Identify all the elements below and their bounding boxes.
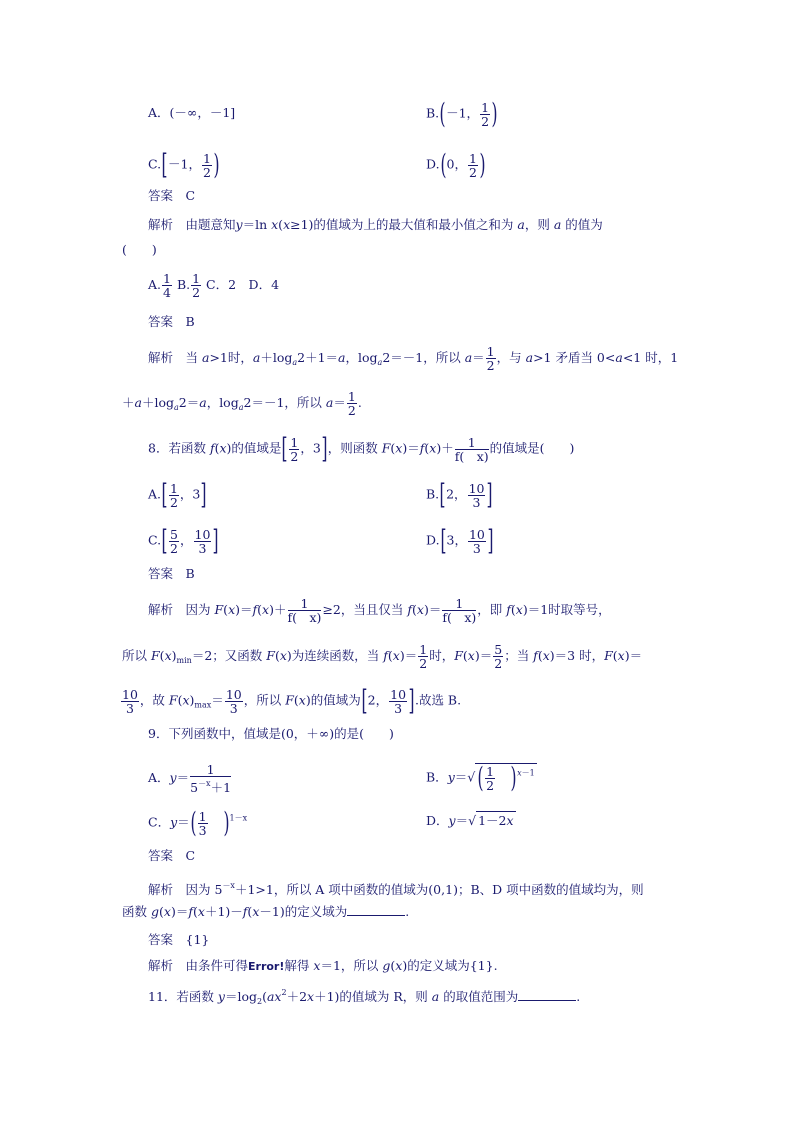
q7-option-a: A．(－∞，－1] <box>148 105 236 120</box>
q11-stem: 11．若函数 $y=\log_2(ax^2+2x+1)$的值域为 R，则 a 的取值范围为 . <box>148 988 581 1006</box>
answer-blank <box>347 903 405 916</box>
q10-solution: 解析 由条件可得Error!解得 x＝1，所以 g(x)的定义域为{1}. <box>148 958 498 973</box>
qlog-paren: ( ) <box>122 242 157 257</box>
q9-option-b: B．y＝√( $\frac{1}{2}$ )$^{x-1}$ <box>426 761 535 794</box>
qlog-options: A. $\frac{1}{4}$ B. $\frac{1}{2}$ C．2 D．4 <box>148 271 280 300</box>
q7-option-c: C.[－1， $\frac{1}{2}$ ) <box>148 148 220 181</box>
q9-option-a: A．y＝ $\frac{1}{5^{-x}+1}$ <box>148 762 232 795</box>
q8-option-b: B.[2， $\frac{10}{3}$ ] <box>426 478 493 511</box>
q7-option-b: B.(－1， $\frac{1}{2}$ ) <box>426 97 498 130</box>
qlog-analysis: 解析 由题意知y＝ln x(x≥1)的值域为上的最大值和最小值之和为 a，则 a 的值为 <box>148 217 603 232</box>
q9-option-d: D．y＝√ 1－2x <box>426 813 514 828</box>
qlog-solution-line1: 解析 当 a>1时，$a+\log_a2+1=a$，$\log_a2=-1$，所以 a＝ $\frac{1}{2}$ ，与 a>1 矛盾当 0<a<1 时，1 <box>148 344 679 373</box>
q8-option-c: C.[ $\frac{5}{2}$ ， $\frac{10}{3}$ ] <box>148 524 219 557</box>
q8-answer: 答案 B <box>148 566 195 581</box>
answer-blank <box>518 988 576 1001</box>
qlog-solution-line2: $+a+\log_a2=a$，$\log_a2=-1$，所以 a＝ $\frac{1}{2}$ . <box>122 389 362 418</box>
q9-solution-line1: 解析 因为 $5^{-x}+1>1$，所以 A 项中函数的值域为(0,1)；B、D 项中函数的值域均为，则 <box>148 881 644 897</box>
q9-solution-line2: 函数 g(x)＝f(x＋1)－f(x－1)的定义域为 . <box>122 904 410 919</box>
q9-option-c: C．y＝( $\frac{1}{3}$ )$^{1-x}$ <box>148 806 248 839</box>
qlog-answer: 答案 B <box>148 314 195 329</box>
q8-solution-line3: $\frac{10}{3}$ ，故 $F(x)_{max}=$ $\frac{10}{3}$ ，所以 F(x)的值域为[2， $\frac{10}{3}$ ].故选 B. <box>122 684 462 717</box>
q8-solution-line2: 所以 $F(x)_{min}=2$；又函数 F(x)为连续函数，当 f(x)＝ $\frac{1}{2}$ 时，F(x)＝ $\frac{5}{2}$ ；当 f(x)＝3 时，F(x)＝ <box>122 642 643 671</box>
q8-solution-line1: 解析 因为 F(x)＝f(x)＋ $\frac{1}{f( x)}$ ≥2，当且仅当 f(x)＝ $\frac{1}{f( x)}$ ，即 f(x)＝1时取等号， <box>148 596 611 625</box>
q8-stem: 8．若函数 f(x)的值域是[ $\frac{1}{2}$ ，3]，则函数 F(x)＝f(x)＋ $\frac{1}{f( x)}$ 的值域是( ) <box>148 432 575 465</box>
q9-stem: 9．下列函数中，值域是(0，＋∞)的是( ) <box>148 726 394 741</box>
q10-answer: 答案 {1} <box>148 932 210 947</box>
q8-option-a: A.[ $\frac{1}{2}$ ，3] <box>148 478 207 511</box>
q7-answer: 答案 C <box>148 188 196 203</box>
q9-answer: 答案 C <box>148 848 196 863</box>
q8-option-d: D.[3， $\frac{10}{3}$ ] <box>426 524 494 557</box>
q7-option-d: D.(0， $\frac{1}{2}$ ) <box>426 148 486 181</box>
